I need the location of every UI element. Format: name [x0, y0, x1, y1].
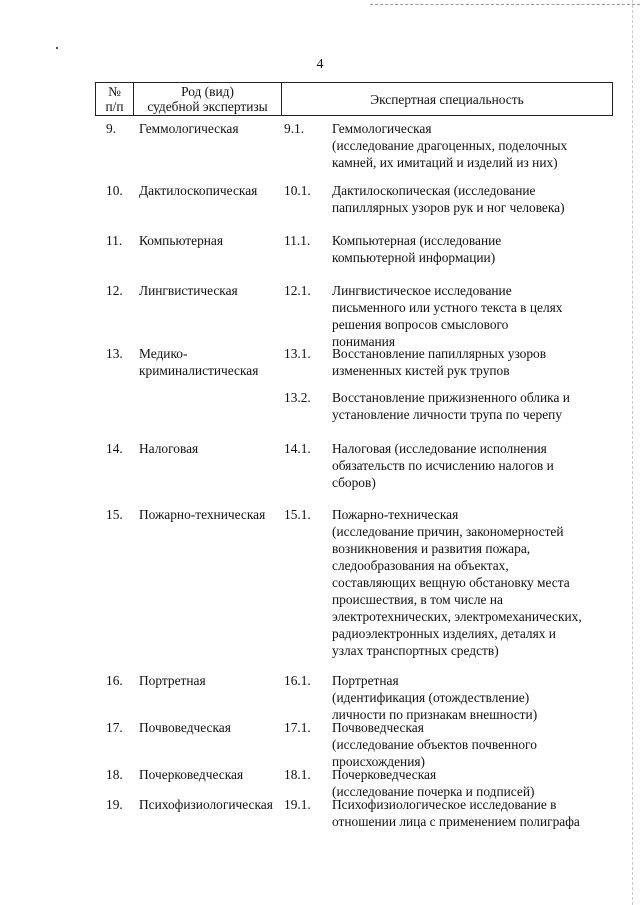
- specialty-description-line: происшествия, в том числе на: [332, 592, 503, 607]
- specialty-description-line: установление личности трупа по черепу: [332, 407, 563, 422]
- expertise-kind: [139, 506, 284, 523]
- row-number: 16.: [106, 673, 123, 688]
- specialty-description-line: узлах транспортных средств): [332, 643, 499, 658]
- expertise-kind-line: Налоговая: [139, 441, 199, 456]
- expertise-kind-line: Компьютерная: [139, 233, 224, 248]
- table-row: [95, 506, 613, 676]
- specialty-description-line: (идентификация (отождествление): [332, 690, 530, 705]
- row-number: 12.: [106, 283, 123, 298]
- header-kind-cell: [134, 83, 282, 115]
- table-row: [95, 282, 613, 349]
- specialty-description-line: обязательств по исчислению налогов и: [332, 458, 554, 473]
- specialty-description-line: (исследование объектов почвенного: [332, 737, 537, 752]
- expertise-kind-line: Портретная: [139, 673, 206, 688]
- specialty-description-line: Лингвистическое исследование: [332, 283, 512, 298]
- specialty-code: 17.1.: [284, 720, 311, 735]
- row-number: 10.: [106, 183, 123, 198]
- specialty-description-line: происхождения): [332, 754, 425, 769]
- specialty-code: 16.1.: [284, 673, 311, 688]
- specialty-description-line: Восстановление прижизненного облика и: [332, 390, 570, 405]
- row-number: 17.: [106, 720, 123, 735]
- specialty-description-line: Восстановление папиллярных узоров: [332, 346, 547, 361]
- specialty-description-line: личности по признакам внешности): [332, 707, 538, 722]
- expertise-kind-line: Психофизиологическая: [139, 797, 273, 812]
- table-row: [95, 719, 613, 769]
- specialty-description-line: радиоэлектронных изделиях, деталях и: [332, 626, 556, 641]
- specialty-code: 9.1.: [284, 121, 305, 136]
- expertise-kind: [139, 766, 284, 783]
- table-header: [95, 82, 613, 116]
- specialty-description-line: Компьютерная (исследование: [332, 233, 502, 248]
- specialty-description-line: сборов): [332, 475, 376, 490]
- specialty-code: 10.1.: [284, 183, 311, 198]
- expertise-kind: [139, 672, 284, 689]
- specialty-description: [332, 345, 612, 379]
- specialty-description-line: письменного или устного текста в целях: [332, 300, 563, 315]
- specialty-description-line: измененных кистей рук трупов: [332, 363, 510, 378]
- specialty-code: 19.1.: [284, 797, 311, 812]
- row-number: 11.: [106, 233, 123, 248]
- expertise-kind: [139, 182, 284, 199]
- expertise-kind-line: Почерковедческая: [139, 767, 244, 782]
- specialty-description-line: электротехнических, электромеханических,: [332, 609, 582, 624]
- specialty-description: [332, 182, 612, 216]
- specialty-code: 11.1.: [284, 233, 311, 248]
- specialty-code: 12.1.: [284, 283, 311, 298]
- specialty-code: 15.1.: [284, 507, 311, 522]
- expertise-kind: [139, 719, 284, 736]
- specialty-code: 18.1.: [284, 767, 311, 782]
- header-specialty: Экспертная специальность: [370, 92, 524, 107]
- expertise-kind-line: Лингвистическая: [139, 283, 238, 298]
- specialty-description-line: папиллярных узоров рук и ног человека): [332, 200, 565, 215]
- right-scan-edge: [632, 0, 633, 905]
- table-row: [95, 440, 613, 506]
- specialty-description: [332, 719, 612, 770]
- specialty-description-line: Налоговая (исследование исполнения: [332, 441, 547, 456]
- specialty-description-line: Почерковедческая: [332, 767, 437, 782]
- specialty-description-line: решения вопросов смыслового: [332, 317, 509, 332]
- specialty-description-line: Геммологическая: [332, 121, 432, 136]
- table-row: [95, 232, 613, 282]
- specialty-description-line: компьютерной информации): [332, 250, 496, 265]
- specialty-description-line: понимания: [332, 334, 396, 349]
- specialty-description-line: камней, их имитаций и изделий из них): [332, 155, 558, 170]
- row-number: 19.: [106, 797, 123, 812]
- expertise-kind: [139, 282, 284, 299]
- expertise-kind: [139, 440, 284, 457]
- table-row: [95, 672, 613, 722]
- table-body: [95, 116, 613, 846]
- expertise-kind-line: Медико-: [139, 346, 188, 361]
- specialty-description-line: составляющих вещную обстановку места: [332, 575, 570, 590]
- table-row: [95, 345, 613, 432]
- top-scan-rule: [370, 4, 640, 5]
- specialty-description-line: следообразования на объектах,: [332, 558, 509, 573]
- page-number: 4: [316, 57, 324, 72]
- table-row: [95, 120, 613, 182]
- specialty-description: [332, 672, 612, 723]
- scan-speck: [56, 47, 58, 49]
- specialty-description-line: (исследование причин, закономерностей: [332, 524, 564, 539]
- specialty-description: [332, 796, 612, 830]
- header-kind-line1: Род (вид): [181, 84, 234, 99]
- header-kind-line2: судебной экспертизы: [147, 99, 268, 114]
- specialty-description: [332, 120, 612, 171]
- specialty-code: 13.2.: [284, 390, 311, 405]
- expertise-kind-line: Пожарно-техническая: [139, 507, 266, 522]
- expertise-table: [95, 82, 613, 846]
- expertise-kind: [139, 232, 284, 249]
- specialty-description: [332, 282, 612, 350]
- table-row: [95, 182, 613, 232]
- expertise-kind-line: Почвоведческая: [139, 720, 231, 735]
- header-number-abbrev: п/п: [105, 99, 124, 114]
- specialty-description-line: Психофизиологическое исследование в: [332, 797, 557, 812]
- specialty-description-line: Пожарно-техническая: [332, 507, 459, 522]
- specialty-description-line: отношении лица с применением полиграфа: [332, 814, 580, 829]
- specialty-description: [332, 766, 612, 800]
- specialty-description: [332, 232, 612, 266]
- specialty-code: 14.1.: [284, 441, 311, 456]
- expertise-kind-line: криминалистическая: [139, 363, 259, 378]
- specialty-code: 13.1.: [284, 346, 311, 361]
- specialty-description: [332, 506, 612, 659]
- table-row: [95, 766, 613, 799]
- row-number: 9.: [106, 121, 117, 136]
- specialty-description: [332, 440, 612, 491]
- specialty-description-line: Портретная: [332, 673, 399, 688]
- expertise-kind-line: Геммологическая: [139, 121, 239, 136]
- row-number: 14.: [106, 441, 123, 456]
- specialty-description-line: Дактилоскопическая (исследование: [332, 183, 536, 198]
- row-number: 18.: [106, 767, 123, 782]
- expertise-kind: [139, 120, 284, 137]
- row-number: 15.: [106, 507, 123, 522]
- specialty-description: [332, 389, 612, 423]
- expertise-kind: [139, 345, 284, 379]
- table-row: [95, 796, 613, 836]
- expertise-kind: [139, 796, 284, 813]
- header-number-symbol: №: [108, 84, 121, 99]
- specialty-description-line: (исследование почерка и подписей): [332, 784, 535, 799]
- header-number-cell: [96, 83, 134, 115]
- specialty-description-line: Почвоведческая: [332, 720, 424, 735]
- specialty-description-line: (исследование драгоценных, поделочных: [332, 138, 568, 153]
- row-number: 13.: [106, 346, 123, 361]
- expertise-kind-line: Дактилоскопическая: [139, 183, 258, 198]
- specialty-description-line: возникновения и развития пожара,: [332, 541, 531, 556]
